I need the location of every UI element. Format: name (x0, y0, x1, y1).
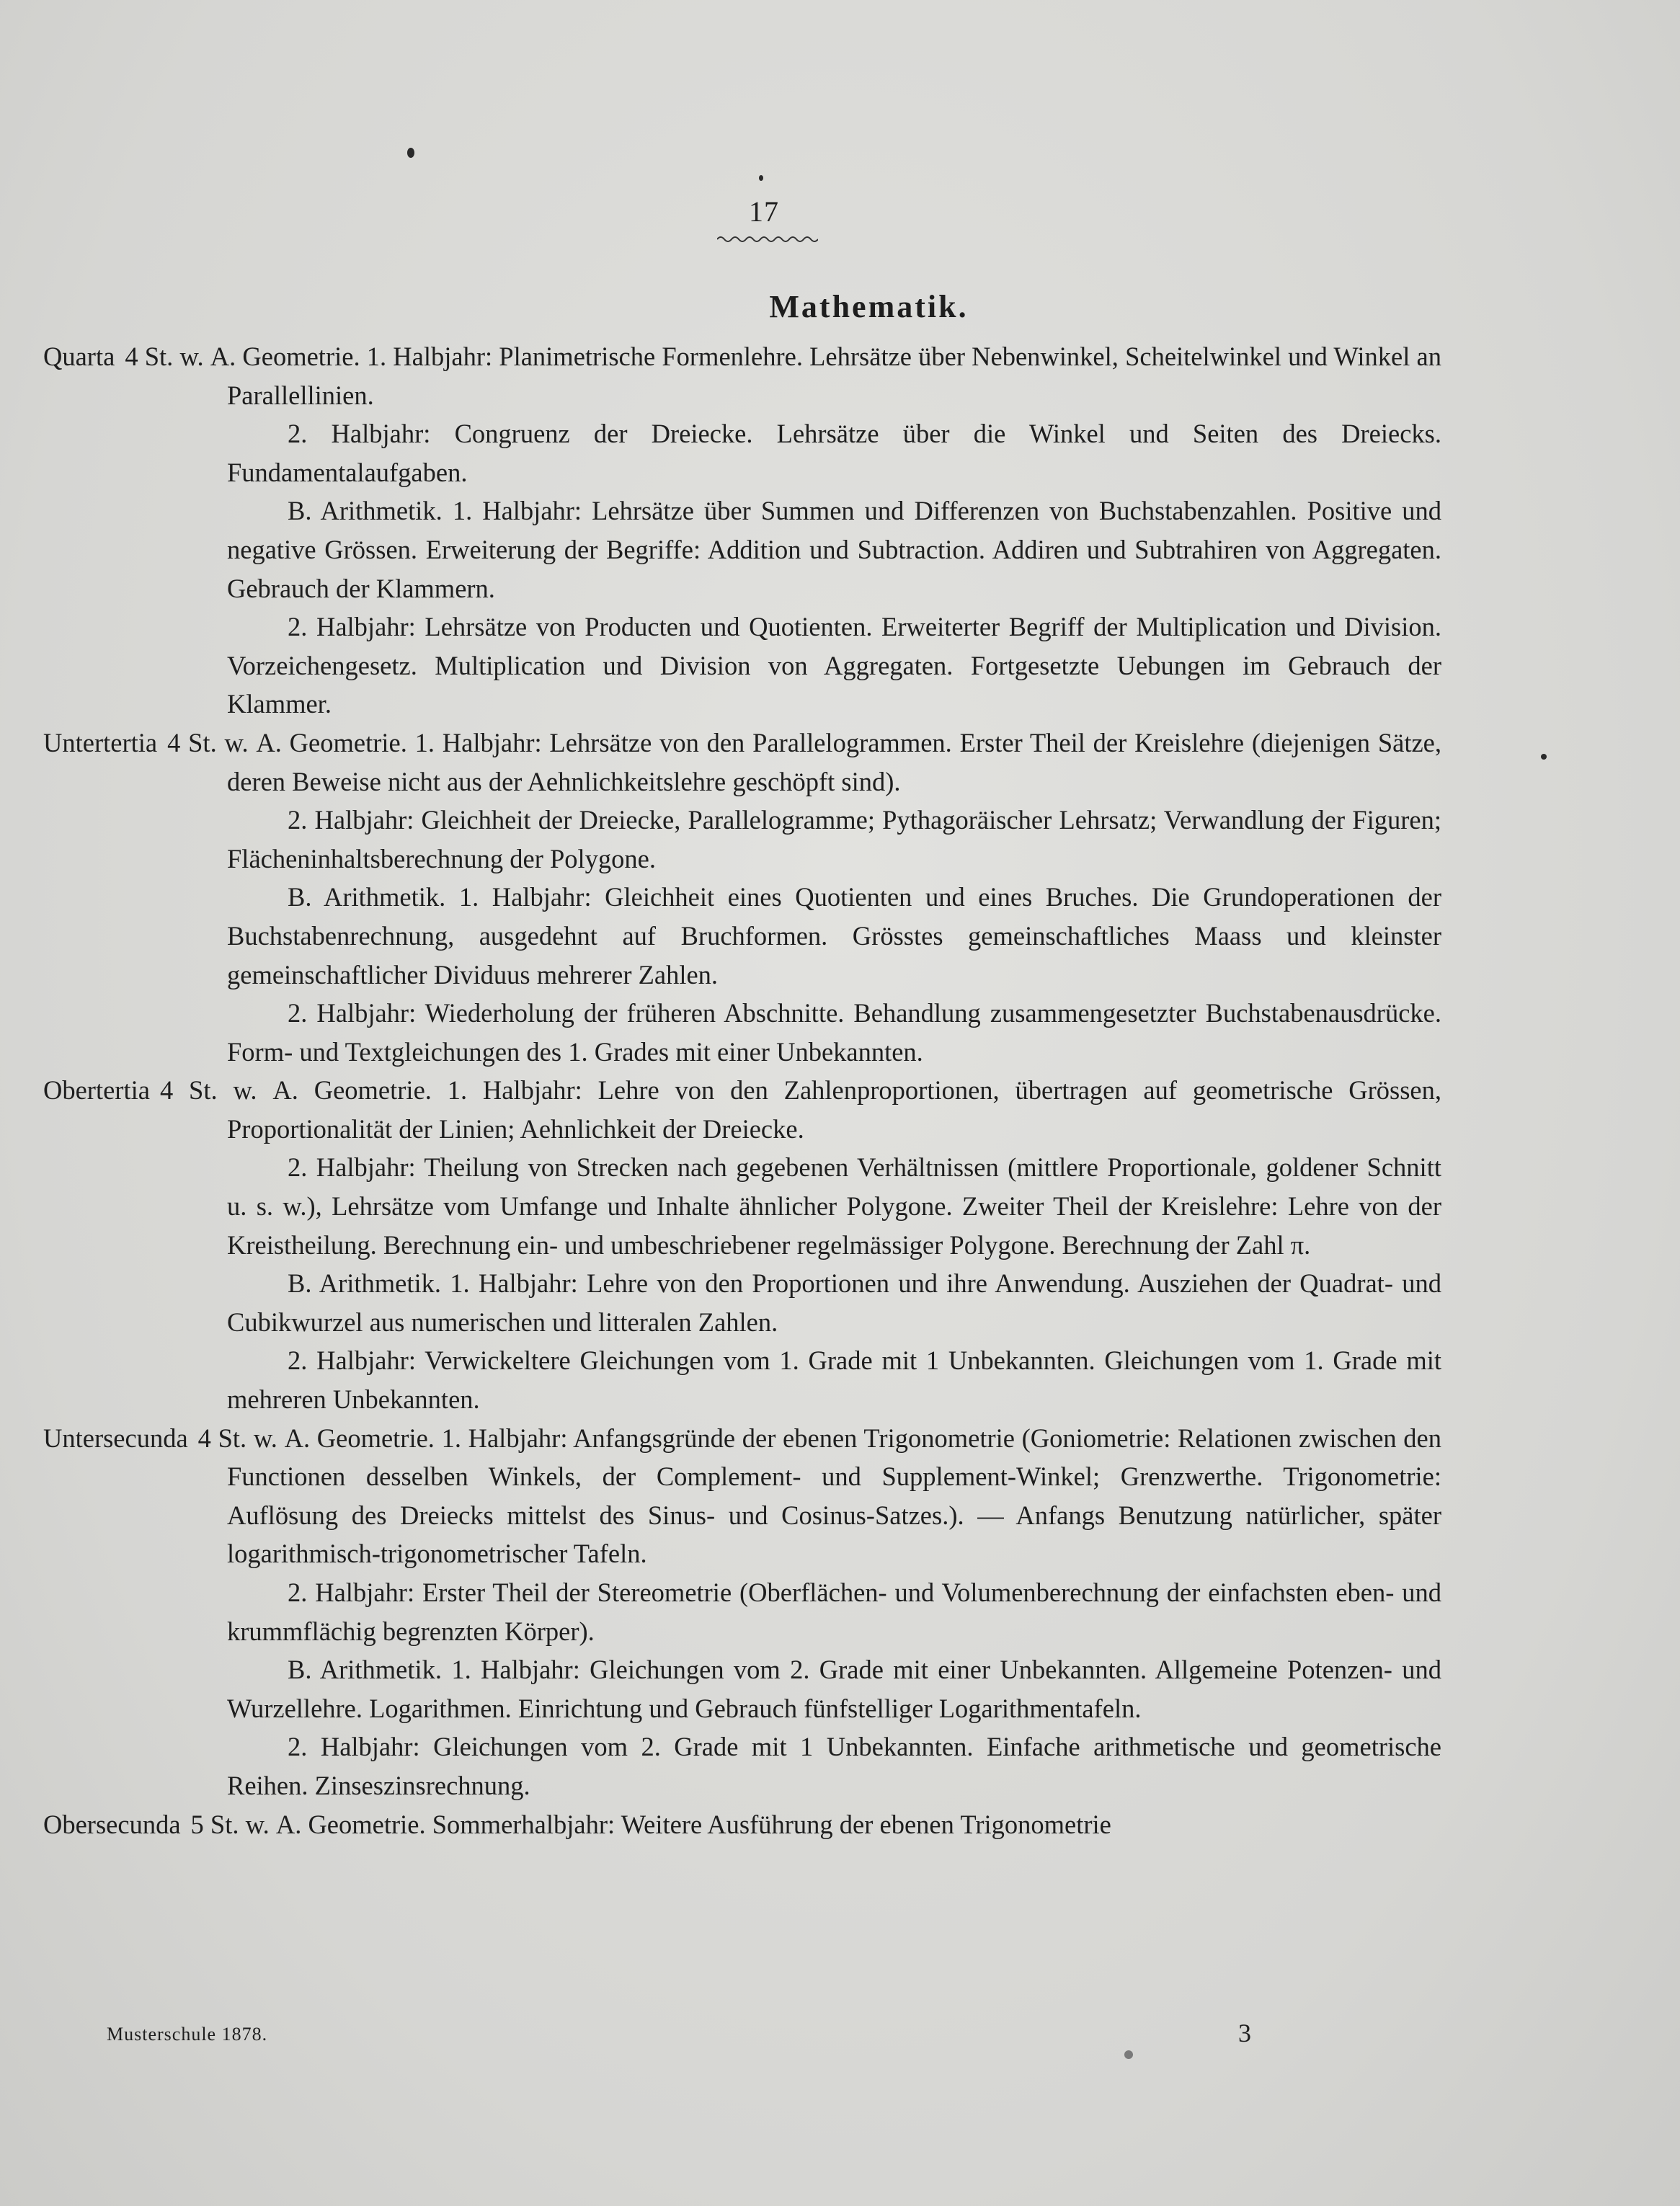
paragraph: B. Arithmetik. 1. Halbjahr: Lehre von den Proportionen und ihre Anwendung. Ausziehen der Quadrat- und Cubikwurzel aus numerischen und litteralen Zahlen. (227, 1268, 1441, 1337)
level-block-untertertia (43, 724, 1441, 1071)
ink-speck (1124, 2050, 1133, 2059)
paragraph: 2. Halbjahr: Erster Theil der Stereometrie (Oberflächen- und Volumenberechnung der einfachsten eben- und krummflächig begrenzten Körper). (227, 1578, 1441, 1646)
paragraph-with-level-label (43, 1071, 1441, 1148)
level-hours: 4 St. w. (125, 342, 204, 371)
paragraph: A. Geometrie. 1. Halbjahr: Lehrsätze von den Parallelogrammen. Erster Theil der Kreislehre (diejenigen Sätze, deren Beweise nicht aus der Aehnlichkeitslehre geschöpft sind). (227, 727, 1442, 796)
level-hours: 5 St. w. (190, 1809, 270, 1839)
ink-speck (759, 175, 763, 181)
level-hours: 4 St. w. (167, 727, 249, 757)
paragraph-with-level-label (43, 1419, 1441, 1573)
curriculum-body (43, 337, 1441, 1843)
decorative-rule (717, 235, 818, 244)
paragraph: 2. Halbjahr: Wiederholung der früheren Abschnitte. Behandlung zusammengesetzter Buchstabenausdrücke. Form- und Textgleichungen des 1. Grades mit einer Unbekannten. (227, 998, 1441, 1067)
paragraph-with-level-label (43, 337, 1441, 414)
level-hours: 4 St. w. (159, 1075, 257, 1106)
page-number: 17 (749, 195, 779, 228)
level-hours: 4 St. w. (197, 1423, 277, 1453)
level-name: Obertertia (43, 1075, 150, 1106)
paragraph: B. Arithmetik. 1. Halbjahr: Gleichheit eines Quotienten und eines Bruches. Die Grundoperationen der Buchstabenrechnung, ausgedehnt auf Bruchformen. Grösstes gemeinschaftliches Maass und kleinster gemeinschaftlicher Dividuus mehrerer Zahlen. (227, 882, 1441, 989)
level-label (43, 1075, 257, 1105)
footer-publication: Musterschule 1878. (107, 2024, 268, 2045)
paragraph: A. Geometrie. 1. Halbjahr: Lehre von den Zahlenproportionen, übertragen auf geometrische Grössen, Proportionalität der Linien; Aehnlichkeit der Dreiecke. (227, 1075, 1442, 1144)
level-name: Untersecunda (43, 1423, 188, 1453)
level-block-untersecunda (43, 1419, 1441, 1805)
paragraph: 2. Halbjahr: Theilung von Strecken nach gegebenen Verhältnissen (mittlere Proportionale, goldener Schnitt u. s. w.), Lehrsätze vom Umfange und Inhalte ähnlicher Polygone. Zweiter Theil der Kreislehre: Lehre von der Kreistheilung. Berechnung ein- und umbeschriebener regelmässiger Polygone. Berechnung der Zahl π. (227, 1152, 1441, 1260)
paragraph-with-level-label (43, 724, 1441, 801)
paragraph: A. Geometrie. 1. Halbjahr: Planimetrische Formenlehre. Lehrsätze über Nebenwinkel, Scheitelwinkel und Winkel an Parallellinien. (210, 342, 1441, 410)
paragraph: 2. Halbjahr: Gleichungen vom 2. Grade mit 1 Unbekannten. Einfache arithmetische und geometrische Reihen. Zinseszinsrechnung. (227, 1732, 1441, 1800)
level-label (43, 342, 204, 371)
level-name: Untertertia (43, 727, 158, 757)
ink-speck (407, 148, 414, 158)
level-name: Quarta (43, 342, 115, 371)
paragraph: A. Geometrie. Sommerhalbjahr: Weitere Ausführung der ebenen Trigonometrie (275, 1809, 1111, 1839)
paragraph: B. Arithmetik. 1. Halbjahr: Gleichungen vom 2. Grade mit einer Unbekannten. Allgemeine Potenzen- und Wurzellehre. Logarithmen. Einrichtung und Gebrauch fünfstelliger Logarithmentafeln. (227, 1655, 1441, 1723)
level-block-obertertia (43, 1071, 1441, 1418)
level-block-quarta (43, 337, 1441, 724)
level-name: Obersecunda (43, 1809, 181, 1839)
level-label (43, 728, 249, 757)
level-block-obersecunda (43, 1805, 1441, 1844)
paragraph: 2. Halbjahr: Gleichheit der Dreiecke, Parallelogramme; Pythagoräischer Lehrsatz; Verwandlung der Figuren; Flächeninhaltsberechnung der Polygone. (227, 805, 1441, 873)
paragraph: A. Geometrie. 1. Halbjahr: Anfangsgründe der ebenen Trigonometrie (Goniometrie: Relationen zwischen den Functionen desselben Winkels, der Complement- und Supplement-Winkel; Grenzwerthe. Trigonometrie: Auflösung des Dreiecks mittelst des Sinus- und Cosinus-Satzes.). — Anfangs Benutzung natürlicher, später logarithmisch-trigonometrischer Tafeln. (227, 1423, 1442, 1569)
paragraph: 2. Halbjahr: Verwickeltere Gleichungen vom 1. Grade mit 1 Unbekannten. Gleichungen vom 1. Grade mit mehreren Unbekannten. (227, 1346, 1441, 1415)
paragraph: B. Arithmetik. 1. Halbjahr: Lehrsätze über Summen und Differenzen von Buchstabenzahlen. Positive und negative Grössen. Erweiterung der Begriffe: Addition und Subtraction. Addiren und Subtrahiren von Aggregaten. Gebrauch der Klammern. (227, 496, 1441, 603)
paragraph: 2. Halbjahr: Congruenz der Dreiecke. Lehrsätze über die Winkel und Seiten des Dreiecks. Fundamentalaufgaben. (227, 419, 1441, 487)
paragraph: 2. Halbjahr: Lehrsätze von Producten und Quotienten. Erweiterter Begriff der Multiplication und Division. Vorzeichengesetz. Multiplication und Division von Aggregaten. Fortgesetzte Uebungen im Gebrauch der Klammer. (227, 612, 1441, 719)
ink-speck (1541, 754, 1547, 760)
section-title: Mathematik. (769, 289, 969, 324)
level-label (43, 1810, 270, 1839)
level-label (43, 1423, 277, 1453)
footer-signature: 3 (1238, 2019, 1251, 2047)
paragraph-with-level-label (43, 1805, 1441, 1844)
